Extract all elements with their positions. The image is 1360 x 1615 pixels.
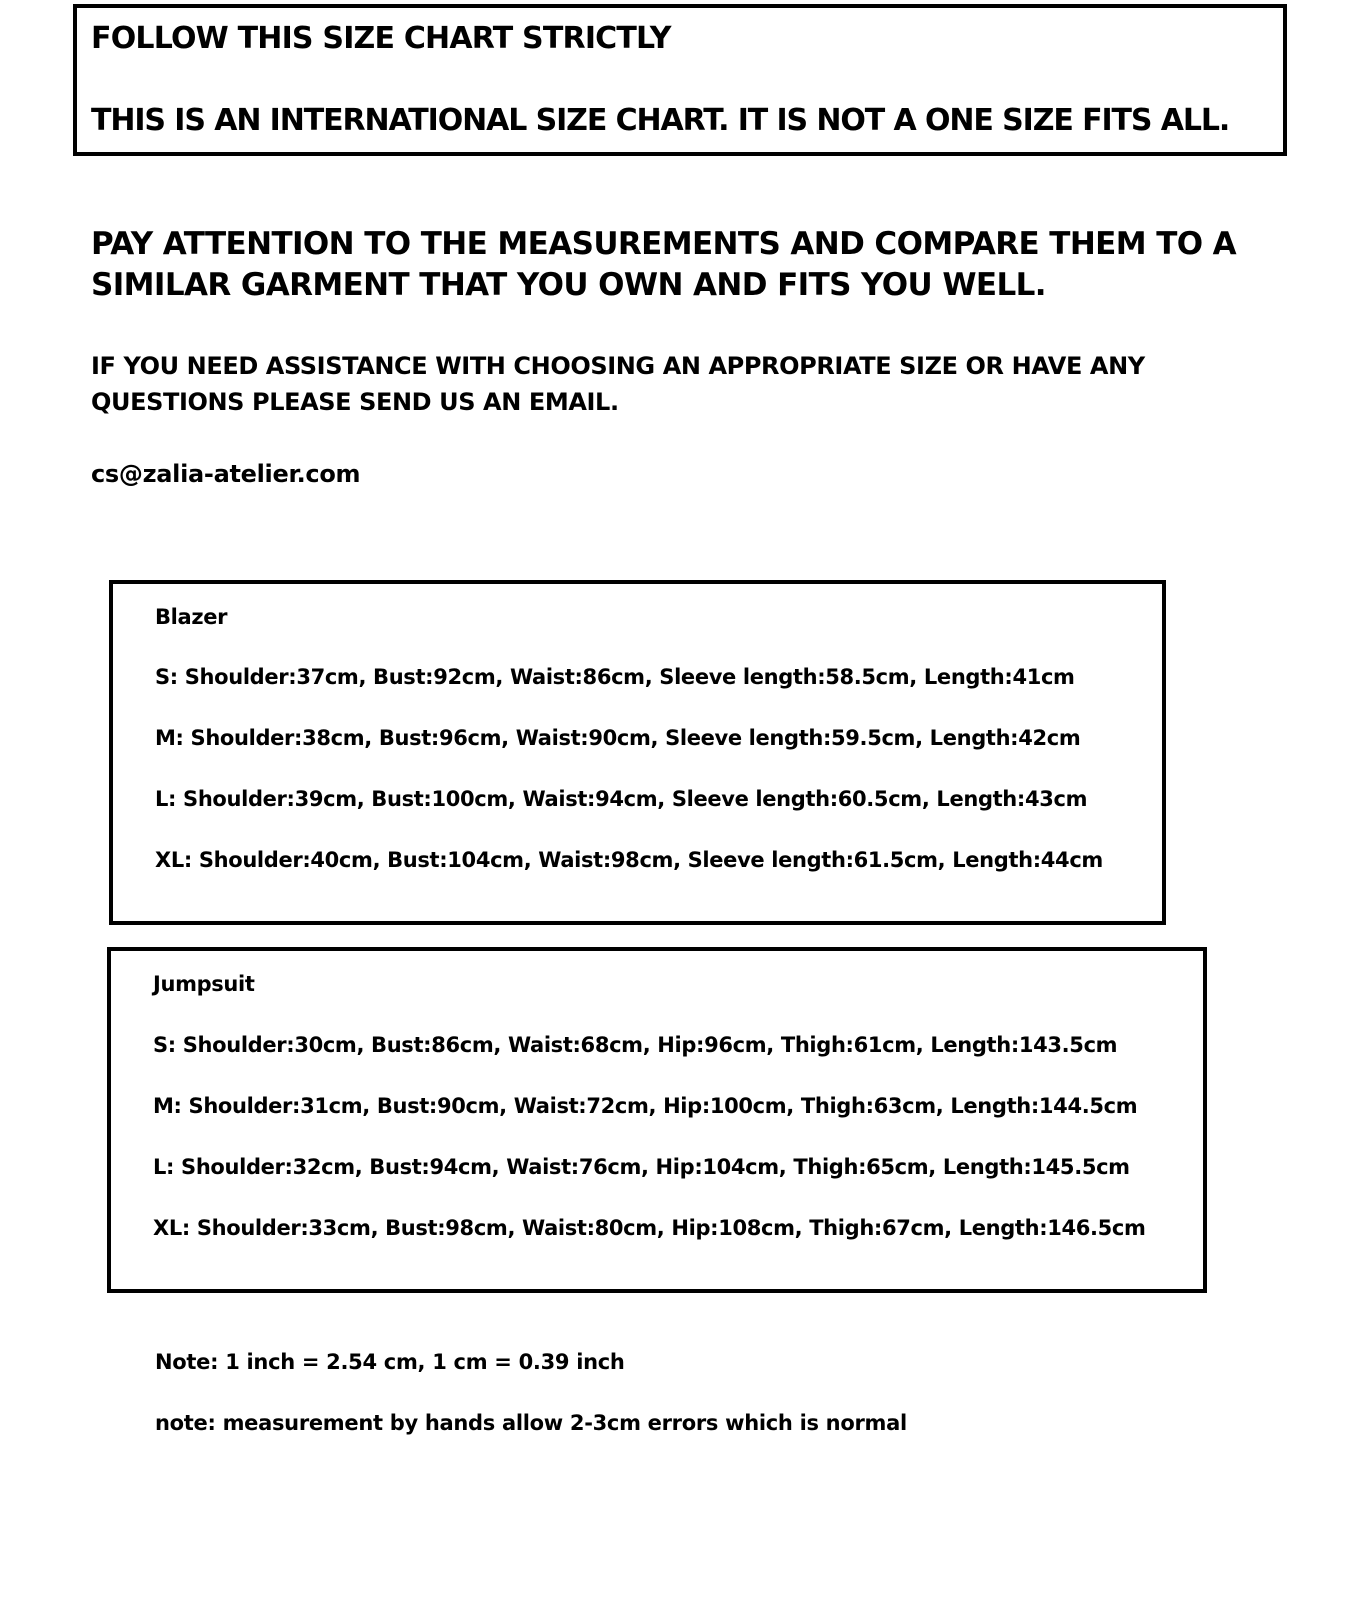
size-chart-notice-box [73, 4, 1287, 156]
international-size-chart-heading: THIS IS AN INTERNATIONAL SIZE CHART. IT IS NOT A ONE SIZE FITS ALL. [91, 103, 1230, 138]
blazer-size-row-s: S: Shoulder:37cm, Bust:92cm, Waist:86cm, Sleeve length:58.5cm, Length:41cm [155, 665, 1075, 689]
follow-size-chart-heading: FOLLOW THIS SIZE CHART STRICTLY [91, 21, 671, 56]
jumpsuit-size-row-s: S: Shoulder:30cm, Bust:86cm, Waist:68cm, Hip:96cm, Thigh:61cm, Length:143.5cm [153, 1033, 1118, 1057]
blazer-size-row-l: L: Shoulder:39cm, Bust:100cm, Waist:94cm, Sleeve length:60.5cm, Length:43cm [155, 787, 1088, 811]
measurement-attention-text: PAY ATTENTION TO THE MEASUREMENTS AND COMPARE THEM TO A SIMILAR GARMENT THAT YOU OWN AND FITS YOU WELL. [91, 226, 1237, 303]
blazer-size-box [109, 580, 1166, 925]
conversion-note: Note: 1 inch = 2.54 cm, 1 cm = 0.39 inch [155, 1350, 625, 1374]
jumpsuit-size-row-xl: XL: Shoulder:33cm, Bust:98cm, Waist:80cm, Hip:108cm, Thigh:67cm, Length:146.5cm [153, 1216, 1146, 1240]
jumpsuit-size-box [107, 947, 1207, 1293]
jumpsuit-size-row-l: L: Shoulder:32cm, Bust:94cm, Waist:76cm, Hip:104cm, Thigh:65cm, Length:145.5cm [153, 1155, 1130, 1179]
jumpsuit-size-row-m: M: Shoulder:31cm, Bust:90cm, Waist:72cm, Hip:100cm, Thigh:63cm, Length:144.5cm [153, 1094, 1138, 1118]
jumpsuit-title: Jumpsuit [153, 972, 255, 996]
tolerance-note: note: measurement by hands allow 2-3cm errors which is normal [155, 1411, 907, 1435]
blazer-size-row-m: M: Shoulder:38cm, Bust:96cm, Waist:90cm, Sleeve length:59.5cm, Length:42cm [155, 726, 1081, 750]
contact-email: cs@zalia-atelier.com [91, 460, 361, 488]
assistance-text: IF YOU NEED ASSISTANCE WITH CHOOSING AN APPROPRIATE SIZE OR HAVE ANY QUESTIONS PLEASE SEND US AN EMAIL. [91, 352, 1145, 416]
blazer-size-row-xl: XL: Shoulder:40cm, Bust:104cm, Waist:98cm, Sleeve length:61.5cm, Length:44cm [155, 848, 1103, 872]
blazer-title: Blazer [155, 605, 228, 629]
